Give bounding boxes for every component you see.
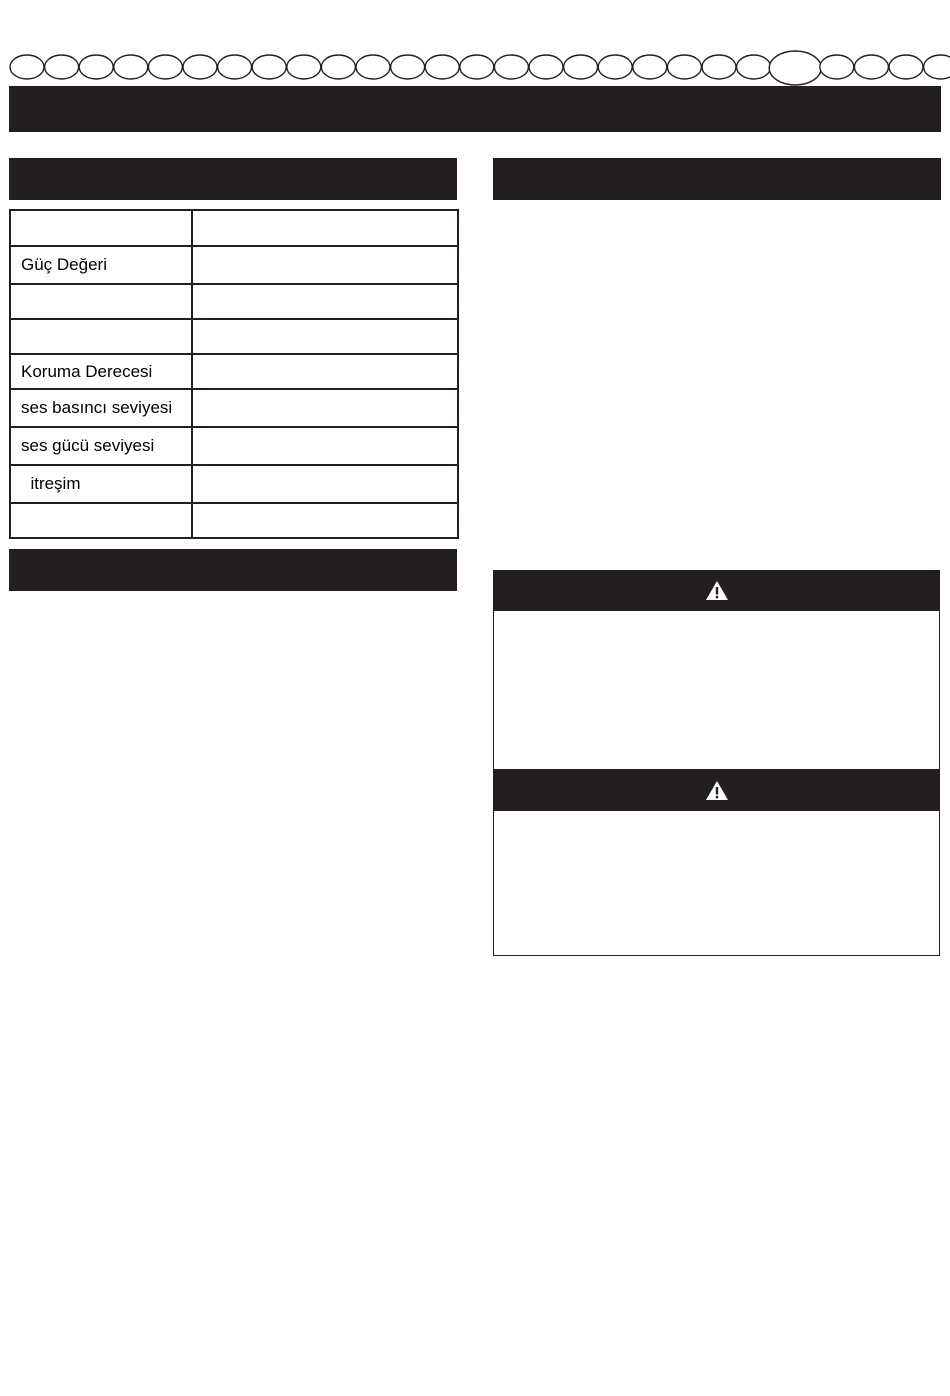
language-tab-active[interactable] bbox=[769, 51, 821, 85]
spec-label bbox=[10, 503, 192, 538]
language-tab[interactable] bbox=[737, 55, 771, 79]
warning-triangle-icon bbox=[705, 580, 729, 601]
language-tab[interactable] bbox=[667, 55, 701, 79]
language-tab[interactable] bbox=[321, 55, 355, 79]
language-tab[interactable] bbox=[10, 55, 44, 79]
spec-value bbox=[192, 354, 458, 389]
spec-row bbox=[10, 503, 458, 538]
language-tab[interactable] bbox=[252, 55, 286, 79]
language-tab[interactable] bbox=[494, 55, 528, 79]
language-tab[interactable] bbox=[287, 55, 321, 79]
technical-data-heading-bar bbox=[9, 158, 457, 200]
language-tab[interactable] bbox=[114, 55, 148, 79]
language-tab[interactable] bbox=[924, 55, 950, 79]
language-tab[interactable] bbox=[391, 55, 425, 79]
spec-value bbox=[192, 427, 458, 465]
warning-header bbox=[494, 770, 939, 811]
language-tab[interactable] bbox=[45, 55, 79, 79]
spec-row bbox=[10, 246, 458, 284]
section-heading-bar-right bbox=[493, 158, 941, 200]
warning-header bbox=[494, 570, 939, 611]
language-tab[interactable] bbox=[148, 55, 182, 79]
page-header-banner bbox=[9, 86, 941, 132]
spec-value bbox=[192, 389, 458, 427]
spec-value bbox=[192, 319, 458, 354]
spec-row bbox=[10, 319, 458, 354]
language-tab[interactable] bbox=[820, 55, 854, 79]
spec-row bbox=[10, 427, 458, 465]
spec-label: itreşim bbox=[10, 465, 192, 503]
language-tab[interactable] bbox=[425, 55, 459, 79]
spec-label: Güç Değeri bbox=[10, 246, 192, 284]
language-tab[interactable] bbox=[529, 55, 563, 79]
spec-value bbox=[192, 210, 458, 246]
language-tab[interactable] bbox=[183, 55, 217, 79]
language-tab[interactable] bbox=[218, 55, 252, 79]
spec-row bbox=[10, 354, 458, 389]
section-heading-bar bbox=[9, 549, 457, 591]
language-tab[interactable] bbox=[702, 55, 736, 79]
spec-value bbox=[192, 284, 458, 319]
spec-table bbox=[9, 209, 459, 539]
spec-value bbox=[192, 465, 458, 503]
language-tab[interactable] bbox=[356, 55, 390, 79]
spec-label: ses gücü seviyesi bbox=[10, 427, 192, 465]
warning-box bbox=[493, 770, 940, 956]
language-tab[interactable] bbox=[460, 55, 494, 79]
language-tab[interactable] bbox=[79, 55, 113, 79]
language-tabs bbox=[0, 0, 950, 90]
language-tab[interactable] bbox=[889, 55, 923, 79]
spec-label bbox=[10, 210, 192, 246]
language-tab[interactable] bbox=[564, 55, 598, 79]
spec-row bbox=[10, 210, 458, 246]
spec-value bbox=[192, 246, 458, 284]
spec-label bbox=[10, 319, 192, 354]
language-selector bbox=[0, 0, 950, 90]
spec-row bbox=[10, 389, 458, 427]
spec-row bbox=[10, 284, 458, 319]
spec-label bbox=[10, 284, 192, 319]
language-tab[interactable] bbox=[854, 55, 888, 79]
warning-triangle-icon bbox=[705, 780, 729, 801]
spec-row bbox=[10, 465, 458, 503]
spec-value bbox=[192, 503, 458, 538]
language-tab[interactable] bbox=[633, 55, 667, 79]
spec-label: Koruma Derecesi bbox=[10, 354, 192, 389]
spec-label: ses basıncı seviyesi bbox=[10, 389, 192, 427]
language-tab[interactable] bbox=[598, 55, 632, 79]
warning-box bbox=[493, 570, 940, 770]
